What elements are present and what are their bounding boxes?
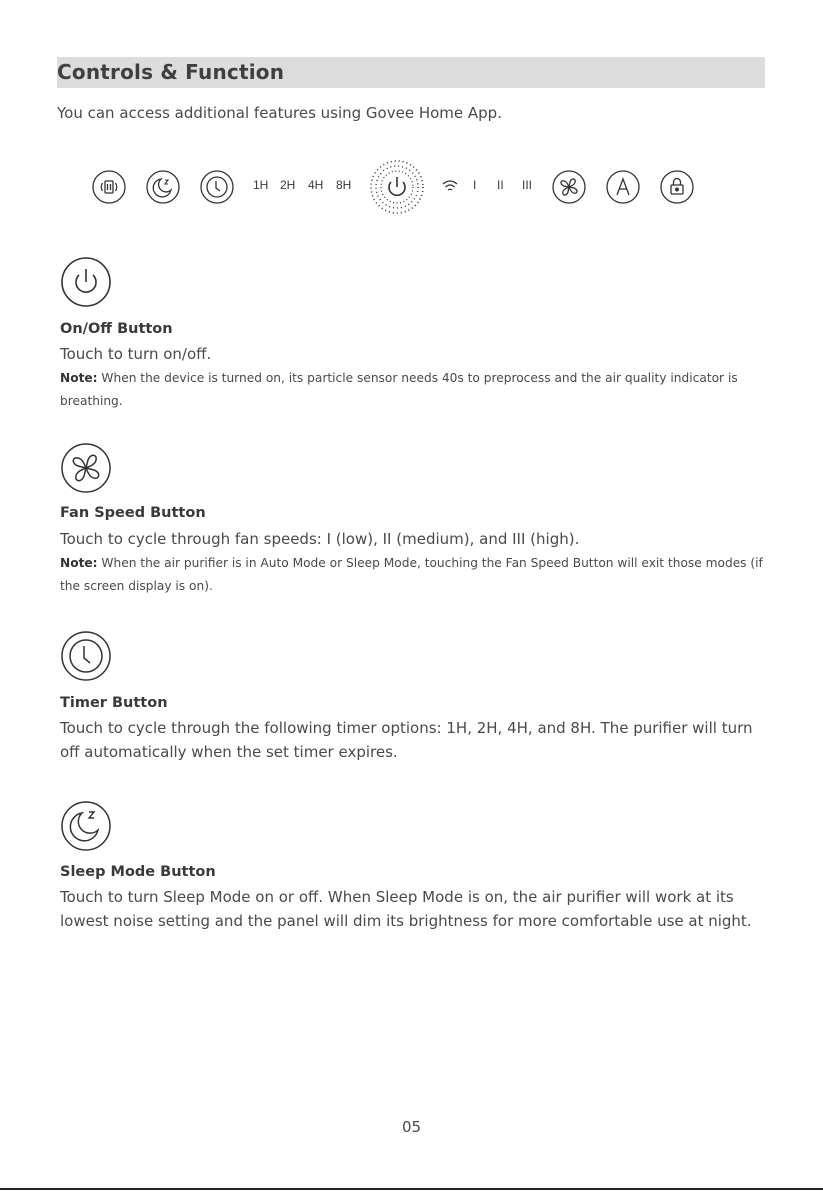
fan-icon [60, 442, 112, 494]
timer-label-2h: 2H [280, 178, 296, 192]
note-label: Note: [60, 371, 98, 385]
sleep-mode-icon [60, 800, 112, 852]
speed-label-2: II [497, 178, 504, 192]
note-text: When the air purifier is in Auto Mode or Sleep Mode, touching the Fan Speed Button will exit those modes (if the screen display is on). [60, 556, 763, 593]
section-text-sleep-mode: Touch to turn Sleep Mode on or off. When Sleep Mode is on, the air purifier will work at its lowest noise setting and the panel will dim its brightness for more comfortable use at night. [60, 888, 752, 930]
section-title-sleep-mode: Sleep Mode Button [60, 864, 216, 880]
fan-icon [552, 170, 586, 204]
sleep-mode-icon [146, 170, 180, 204]
intro-text: You can access additional features using Govee Home App. [57, 104, 502, 122]
control-panel-illustration [0, 158, 823, 218]
timer-label-1h: 1H [253, 178, 269, 192]
section-text-on-off: Touch to turn on/off. [60, 345, 212, 363]
timer-icon [200, 170, 234, 204]
note-label: Note: [60, 556, 98, 570]
power-icon [60, 256, 112, 308]
timer-label-8h: 8H [336, 178, 352, 192]
wifi-icon [441, 179, 459, 193]
section-text-fan-speed: Touch to cycle through fan speeds: I (low), II (medium), and III (high). [60, 530, 580, 548]
lock-icon [660, 170, 694, 204]
section-title-fan-speed: Fan Speed Button [60, 505, 206, 521]
section-text-timer: Touch to cycle through the following timer options: 1H, 2H, 4H, and 8H. The purifier will turn off automatically when the set timer expires. [60, 719, 753, 761]
page-title: Controls & Function [57, 60, 285, 84]
timer-icon [60, 630, 112, 682]
speed-label-1: I [473, 178, 477, 192]
speed-label-3: III [522, 178, 533, 192]
timer-label-4h: 4H [308, 178, 324, 192]
bottom-divider [0, 1188, 823, 1190]
section-note-fan-speed [60, 552, 765, 598]
section-title-on-off: On/Off Button [60, 321, 173, 337]
filter-reset-icon [92, 170, 126, 204]
page-number: 05 [401, 1118, 422, 1136]
section-title-timer: Timer Button [60, 695, 168, 711]
section-note-on-off [60, 367, 765, 413]
note-text: When the device is turned on, its particle sensor needs 40s to preprocess and the air quality indicator is breathing. [60, 371, 738, 408]
auto-mode-icon [606, 170, 640, 204]
power-icon [368, 158, 426, 216]
section-header-bar [57, 57, 765, 88]
